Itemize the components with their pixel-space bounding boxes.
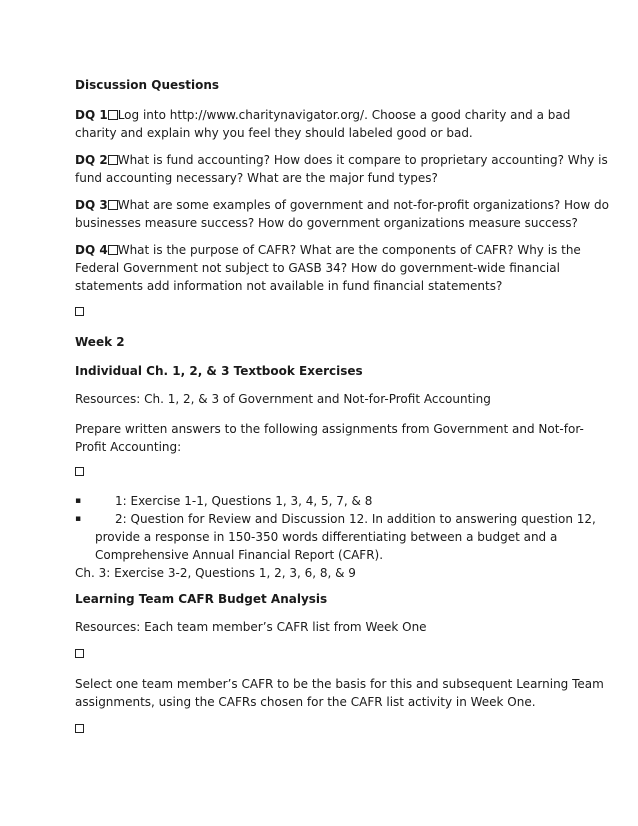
prepare-line2: Profit Accounting: [75, 440, 182, 454]
dq2-line1: DQ 2 What is fund accounting? How does it compare to proprietary accounting? Why is [75, 153, 608, 167]
dq2-label: DQ 2 [75, 153, 108, 167]
dq1-label: DQ 1 [75, 108, 108, 122]
dq4-label: DQ 4 [75, 243, 108, 257]
placeholder-box-icon [75, 724, 84, 733]
team-heading: Learning Team CAFR Budget Analysis [75, 592, 328, 606]
placeholder-box-icon [108, 200, 118, 210]
individual-heading: Individual Ch. 1, 2, & 3 Textbook Exercises [75, 364, 363, 378]
dq1-line1: DQ 1 Log into http://www.charitynavigator.org/. Choose a good charity and a bad [75, 108, 571, 122]
dq4-line2: Federal Government not subject to GASB 34? How do government-wide financial [75, 261, 560, 275]
resources-text: Resources: Ch. 1, 2, & 3 of Government and Not-for-Profit Accounting [75, 392, 491, 406]
week-title: Week 2 [75, 335, 125, 349]
dq2-line2: fund accounting necessary? What are the major fund types? [75, 171, 438, 185]
placeholder-box-icon [75, 307, 84, 316]
list-item-2-line2: provide a response in 150-350 words differentiating between a budget and a [95, 530, 558, 544]
dq1-line2: charity and explain why you feel they should labeled good or bad. [75, 126, 473, 140]
discussion-heading: Discussion Questions [75, 78, 220, 92]
placeholder-box-icon [108, 245, 118, 255]
placeholder-box-icon [75, 467, 84, 476]
list-item-2-line3: Comprehensive Annual Financial Report (CAFR). [95, 548, 384, 562]
list-item-2-line1: 2: Question for Review and Discussion 12. In addition to answering question 12, [115, 512, 596, 526]
dq3-line1: DQ 3 What are some examples of government and not-for-profit organizations? How do [75, 198, 609, 212]
placeholder-box-icon [108, 110, 118, 120]
resources-team: Resources: Each team member’s CAFR list from Week One [75, 620, 427, 634]
dq4-line3: statements add information not available in fund financial statements? [75, 279, 503, 293]
dq3-line2: businesses measure success? How do government organizations measure success? [75, 216, 578, 230]
placeholder-box-icon [75, 649, 84, 658]
ch3-exercise: Ch. 3: Exercise 3-2, Questions 1, 2, 3, 6, 8, & 9 [75, 566, 356, 580]
bullet-icon: ▪ [75, 496, 82, 506]
dq3-label: DQ 3 [75, 198, 108, 212]
prepare-line1: Prepare written answers to the following assignments from Government and Not-for- [75, 422, 584, 436]
select-line1: Select one team member’s CAFR to be the basis for this and subsequent Learning Team [75, 677, 604, 691]
select-line2: assignments, using the CAFRs chosen for the CAFR list activity in Week One. [75, 695, 536, 709]
dq4-line1: DQ 4 What is the purpose of CAFR? What are the components of CAFR? Why is the [75, 243, 581, 257]
list-item-1: 1: Exercise 1-1, Questions 1, 3, 4, 5, 7, & 8 [115, 494, 373, 508]
placeholder-box-icon [108, 155, 118, 165]
bullet-icon: ▪ [75, 514, 82, 524]
